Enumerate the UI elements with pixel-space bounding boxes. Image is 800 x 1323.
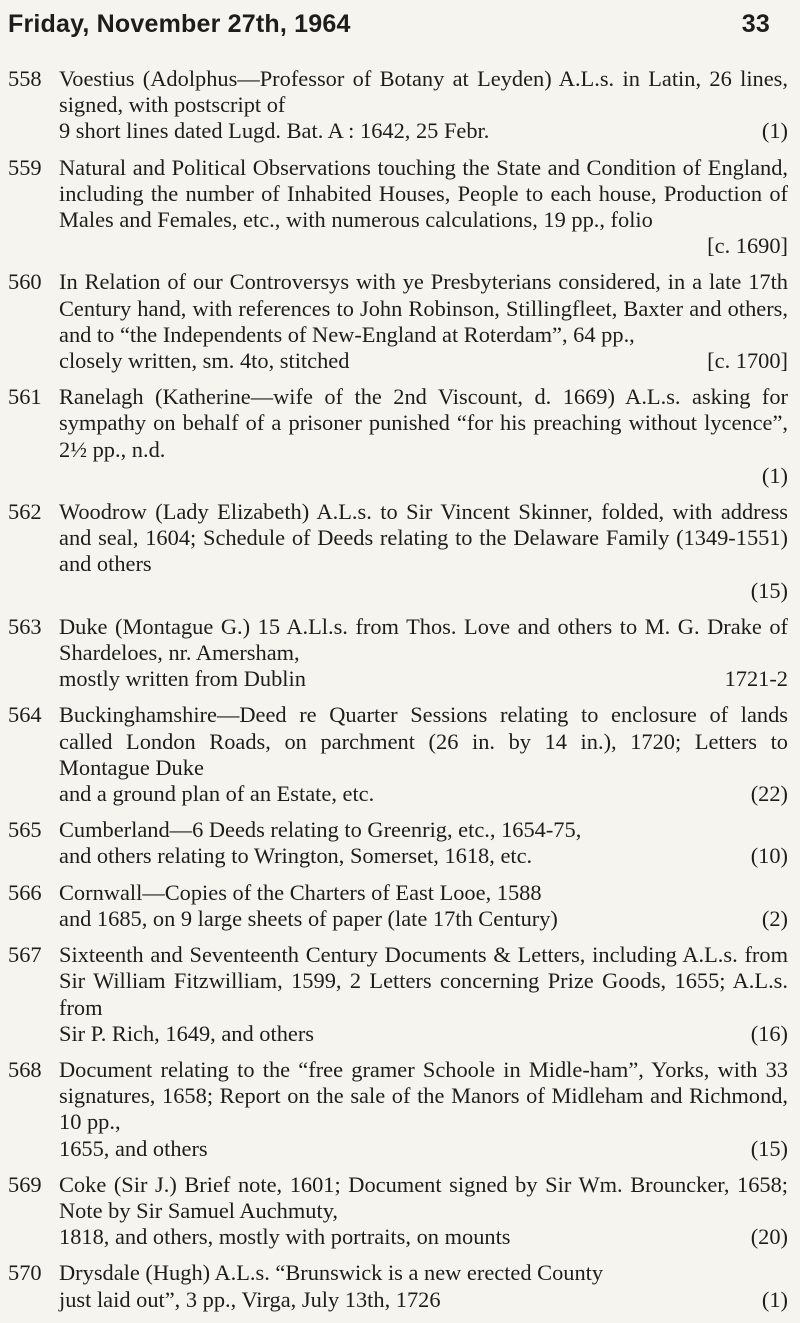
- lot-description-end: and 1685, on 9 large sheets of paper (late 17th Century): [59, 905, 558, 931]
- lot-date: [c. 1700]: [707, 348, 788, 374]
- lot-date: [c. 1690]: [707, 233, 788, 259]
- lot-quantity: (16): [750, 1020, 788, 1046]
- lot-number: 564: [8, 702, 42, 728]
- lot-entry-560: [8, 269, 788, 374]
- lot-description: Cumberland—6 Deeds relating to Greenrig, etc., 1654-75,: [59, 817, 582, 843]
- lot-number: 558: [8, 66, 42, 91]
- lot-number: 560: [8, 269, 42, 295]
- lot-number: 562: [8, 499, 42, 525]
- lot-entry-562: [8, 499, 788, 604]
- lot-entry-563: [8, 614, 788, 693]
- lot-description: Sixteenth and Seventeenth Century Documents & Letters, including A.L.s. from Sir William Fitzwilliam, 1599, 2 Letters concerning Prize Goods, 1655; A.L.s. from: [59, 942, 788, 1020]
- lot-quantity: (20): [750, 1224, 788, 1250]
- lot-description-end: 1818, and others, mostly with portraits, on mounts: [59, 1224, 511, 1250]
- lot-list: [8, 66, 788, 1323]
- lot-number: 563: [8, 613, 42, 639]
- lot-description-end: and others relating to Wrington, Somerset, 1618, etc.: [59, 843, 533, 869]
- lot-number: 567: [8, 942, 42, 968]
- lot-number: 561: [8, 384, 42, 410]
- lot-entry-559: [8, 155, 788, 260]
- page-number: 33: [741, 10, 770, 38]
- lot-entry-561: [8, 384, 788, 489]
- lot-number: 570: [8, 1260, 42, 1286]
- lot-description: Coke (Sir J.) Brief note, 1601; Document signed by Sir Wm. Brouncker, 1658; Note by Sir Samuel Auchmuty,: [59, 1171, 788, 1223]
- lot-quantity: (1): [761, 462, 788, 488]
- lot-description-end: and a ground plan of an Estate, etc.: [59, 781, 375, 807]
- lot-description: Woodrow (Lady Elizabeth) A.L.s. to Sir Vincent Skinner, folded, with address and seal, 1604; Schedule of Deeds relating to the Delaware Family (1349-1551) and others: [59, 499, 788, 577]
- lot-number: 559: [8, 154, 42, 180]
- lot-quantity: (15): [750, 1135, 788, 1161]
- lot-quantity: (10): [750, 843, 788, 869]
- lot-description: Document relating to the “free gramer Schoole in Midle-ham”, Yorks, with 33 signatures, 1658; Report on the sale of the Manors of Midleham and Richmond, 10 pp.,: [59, 1056, 788, 1135]
- lot-description: In Relation of our Controversys with ye Presbyterians considered, in a late 17th Century hand, with references to John Robinson, Stillingfleet, Baxter and others, and to “the Independents of New-England at Roterdam”, 64 pp.,: [59, 269, 788, 347]
- running-head: [8, 10, 770, 40]
- lot-entry-565: [8, 817, 788, 869]
- lot-description-end: mostly written from Dublin: [59, 666, 306, 692]
- lot-quantity: (2): [761, 905, 788, 931]
- lot-number: 565: [8, 817, 42, 843]
- lot-quantity: (1): [761, 1286, 788, 1312]
- lot-description-end: just laid out”, 3 pp., Virga, July 13th, 1726: [59, 1286, 441, 1312]
- lot-description: Drysdale (Hugh) A.L.s. “Brunswick is a new erected County: [59, 1260, 604, 1286]
- lot-description: Buckinghamshire—Deed re Quarter Sessions relating to enclosure of lands called London Roads, on parchment (26 in. by 14 in.), 1720; Letters to Montague Duke: [59, 702, 788, 780]
- lot-quantity: (1): [761, 118, 788, 144]
- lot-description-end: 9 short lines dated Lugd. Bat. A : 1642, 25 Febr.: [59, 118, 490, 144]
- lot-entry-570: [8, 1260, 788, 1312]
- lot-entry-564: [8, 702, 788, 807]
- header-title: Friday, November 27th, 1964: [8, 10, 351, 38]
- lot-description-end: closely written, sm. 4to, stitched: [59, 348, 350, 374]
- lot-entry-558: [8, 66, 788, 145]
- lot-quantity: (15): [750, 577, 788, 603]
- lot-description-end: Sir P. Rich, 1649, and others: [59, 1020, 314, 1046]
- lot-entry-567: [8, 942, 788, 1047]
- lot-description: Natural and Political Observations touching the State and Condition of England, including the number of Inhabited Houses, People to each house, Production of Males and Females, etc., with numerous calculations, 19 pp., folio: [59, 154, 788, 233]
- lot-number: 568: [8, 1056, 42, 1082]
- lot-entry-568: [8, 1057, 788, 1162]
- lot-description: Duke (Montague G.) 15 A.Ll.s. from Thos. Love and others to M. G. Drake of Shardeloes, nr. Amersham,: [59, 613, 788, 666]
- lot-entry-566: [8, 880, 788, 932]
- lot-number: 569: [8, 1171, 42, 1197]
- lot-date: 1721-2: [724, 666, 788, 692]
- lot-number: 566: [8, 879, 42, 905]
- lot-quantity: (22): [750, 781, 788, 807]
- lot-description: Voestius (Adolphus—Professor of Botany at Leyden) A.L.s. in Latin, 26 lines, signed, with postscript of: [59, 66, 788, 118]
- lot-description-end: 1655, and others: [59, 1135, 208, 1161]
- lot-description: Cornwall—Copies of the Charters of East Looe, 1588: [59, 879, 542, 905]
- lot-entry-569: [8, 1172, 788, 1251]
- lot-description: Ranelagh (Katherine—wife of the 2nd Viscount, d. 1669) A.L.s. asking for sympathy on behalf of a prisoner punished “for his preaching without lycence”, 2½ pp., n.d.: [59, 384, 788, 462]
